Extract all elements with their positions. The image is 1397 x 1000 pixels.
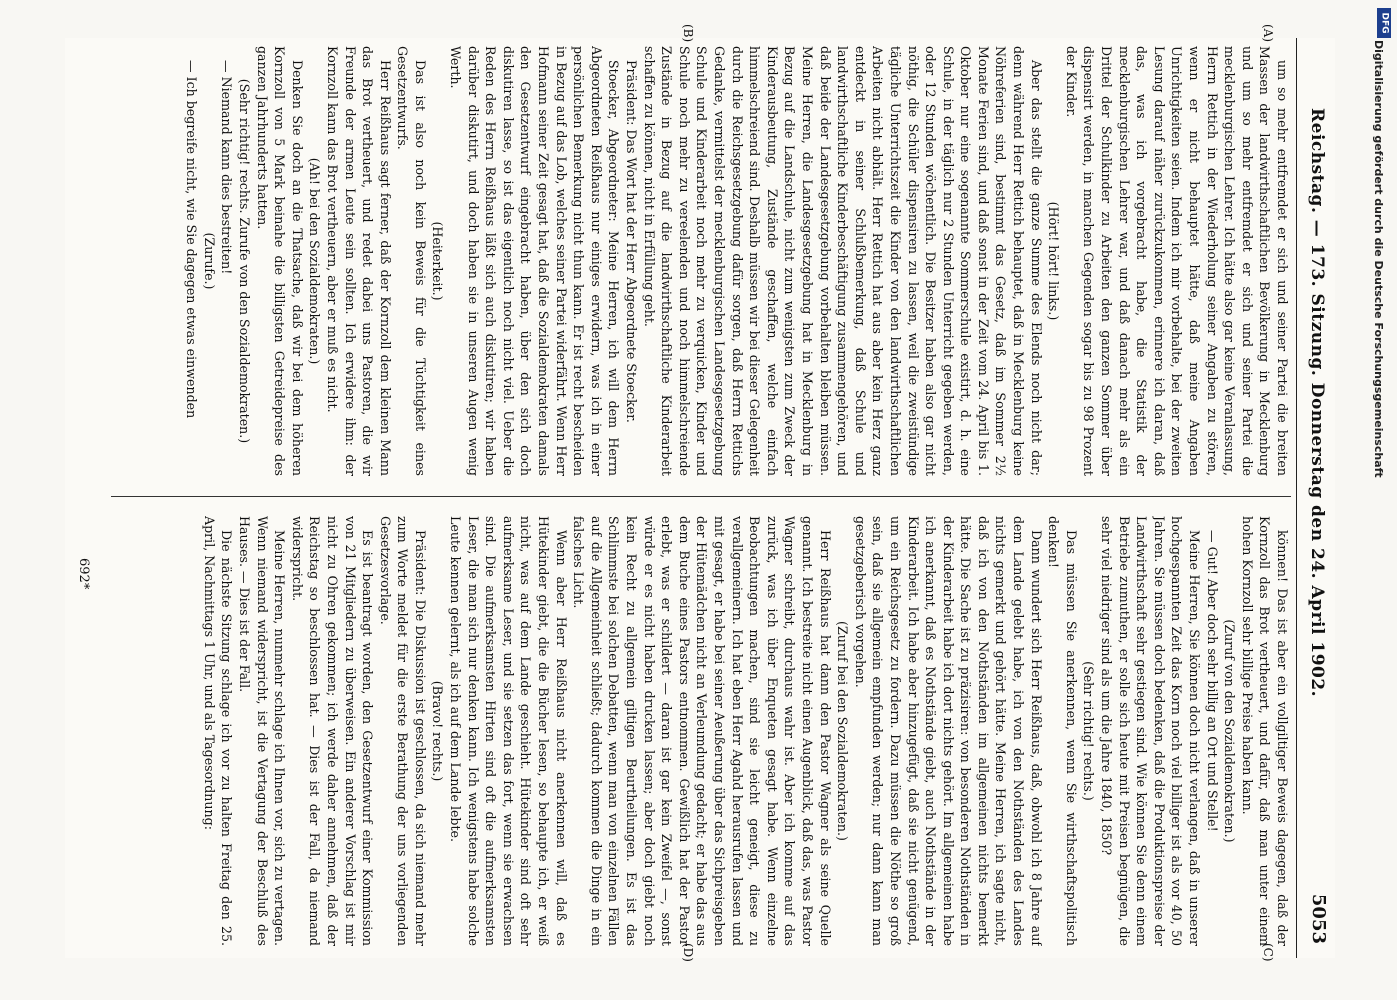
interjection: (Zurufe.) [201, 232, 217, 290]
paragraph: um so mehr entfremdet er sich und seiner Partei die breiten Massen der landwirthschaftlichen Bevölkerung in Mecklenburg und um so mehr entfremdet er sich und seiner Partei die mecklenburgischen Lehrer. Ich hätte also gar keine Veranlassung, Herrn Rettich in der Wiederholung seiner Angaben zu stören, wenn er nicht behauptet hätte, daß meine Angaben Unrichtigkeiten seien. Indem ich mir vorbehalte, bei der zweiten Lesung darauf näher zurückzukommen, erinnere ich daran, daß das, was ich vorgebracht habe, die Statistik der mecklenburgischen Lehrer war, und daß danach mehr als ein Drittel der Schulkinder zu Arbeiten den ganzen Sommer über dispensirt werden, in manchen Gegenden sogar bis zu 98 Prozent der Kinder. [1063, 46, 1290, 476]
paragraph: Meine Herren, nunmehr schlage ich Ihnen vor, sich zu vertagen. Wenn niemand widerspricht, ist die Vertagung der Beschluß des Hauses. — Dies ist der Fall. [236, 516, 288, 946]
margin-letter-b: (B) [681, 24, 695, 43]
interjection: (Ah! bei den Sozialdemokraten.) [307, 157, 323, 365]
paragraph: Stoecker, Abgeordneter: Meine Herren, ich will dem Herrn Abgeordneten Reißhaus nur einiges erwidern, was ich in einer persönlichen Bemerkung nicht thun kann. Er ist recht bescheiden in Bezug auf das Lob, welches seiner Partei widerfährt. Wenn Herr Hofmann seiner Zeit gesagt hat, daß die Sozialdemokraten damals den Gesetzentwurf eingebracht haben, über den sich doch diskutiren lasse, so ist das eigentlich noch nicht viel. Ueber die Reden des Herrn Reißhaus läßt sich auch diskutiren; wir haben darüber diskutirt, und doch haben sie in unseren Augen wenig Werth. [448, 46, 622, 476]
interjection: (Heiterkeit.) [430, 221, 446, 301]
paragraph: Aber das stellt die ganze Summe des Elends noch nicht dar; denn während Herr Rettich behauptet, daß in Mecklenburg keine Nöhreferien sind, bestimmt das Gesetz, daß im Sommer 2½ Monate Ferien sind, und daß sonst in der Zeit vom 24. April bis 1. Oktober nur eine sogenannte Sommerschule existirt, d. h. eine Schule, in der täglich nur 2 Stunden Unterricht gegeben werden, oder 12 Stunden wöchentlich. Die Besitzer haben also gar nicht nöthig, die Schüler dispensiren zu lassen, weil die zweistündige tägliche Unterrichtszeit die Kinder von den landwirthschaftlichen Arbeiten nicht abhält. Herr Rettich hat aus aber kein Herz ganz entdeckt in seiner Schlußbemerkung, daß Schule und landwirthschaftliche Kinderbeschäftigung zusammengehören, und daß beide der Landesgesetzgebung vorbehalten bleiben müssen. Meine Herren, die Landesgesetzgebung hat in Mecklenburg in Bezug auf die Landschule, nicht zum wenigsten zum Zweck der Kinderausbeutung, Zustände geschaffen, welche einfach himmelschreiend sind. Deshalb müssen wir bei dieser Gelegenheit durch die Reichsgesetzgebung dafür sorgen, daß Herrn Rettichs Gedanke, vermittelst der mecklenburgischen Landesgesetzgebung Schule und Kinderarbeit noch mehr zu verquicken, Kinder und Schule noch mehr zu vereelenden und noch himmelschreiende Zustände in Bezug auf die landwirthschaftliche Kinderarbeit schaffen zu können, nicht in Erfüllung geht. [641, 46, 1044, 476]
paragraph: — Niemand kann dies bestreiten! [219, 60, 235, 275]
paragraph: können! Das ist aber ein vollgiltiger Beweis dagegen, daß der Kornzoll das Brot vertheuert, und dafür, daß man unter einem hohen Kornzoll sehr billige Preise haben kann. [1239, 516, 1290, 946]
credit-text: Digitalisierung gefördert durch die Deutsche Forschungsgemeinschaft [1372, 40, 1385, 478]
dfg-logo-text: DFG [1379, 12, 1390, 34]
column-rule [111, 496, 1291, 497]
paragraph: — Ich begreife nicht, wie Sie dagegen etwas einwenden [184, 60, 200, 419]
paragraph: Präsident: Das Wort hat der Herr Abgeordnete Stoecker. [624, 60, 640, 423]
margin-letter-d: (D) [681, 943, 695, 962]
header-title: Reichstag. — 173. Sitzung. Donnerstag den 24. April 1902. [1307, 108, 1327, 698]
interjection: (Zuruf von den Sozialdemokraten.) [1222, 619, 1238, 843]
interjection: (Hört! hört! links.) [1046, 201, 1062, 321]
text-column-left [91, 46, 1291, 476]
digitization-credit [1365, 0, 1391, 1000]
page-header [1295, 38, 1335, 958]
page-number: 5053 [1308, 893, 1329, 944]
paragraph: Herr Reißhaus hat dann den Pastor Wagner als seine Quelle genannt. Ich bestreite nicht einen Augenblick, daß das, was Pastor Wagner schreibt, durchaus wahr ist. Aber ich komme auf das zurück, was ich über Enqueten gesagt habe. Wenn einzelne Beobachtungen machen, sind sie leicht geneigt, diese zu verallgemeinern. Ich hat eben Herr Agahd herausrufen lassen und mit gesagt, er habe bei seiner Aeußerung über das Sichpreisgeben der Hütemädchen nicht an Verleumdung gedacht; er habe das aus dem Buche eines Pastors entnommen. Gewißlich hat der Pastor erlebt, was er schildert — daran ist gar kein Zweifel —, sonst würde er es nicht haben drucken lassen; aber doch giebt noch kein Recht zu allgemein giltigen Beurtheilungen. Es ist das Schlimmste bei solchen Debatten, wenn man von einzelnen Fällen auf die Allgemeinheit schließt; dadurch kommen die Dinge in ein falsches Licht. [571, 516, 833, 946]
interjection: (Bravo! rechts.) [430, 680, 446, 782]
rotated-newspaper-sheet [65, 24, 1335, 962]
interjection: (Sehr richtig! rechts. Zurufe von den Sozialdemokraten.) [236, 78, 252, 444]
paragraph: Wenn aber Herr Reißhaus nicht anerkennen will, daß es Hütekinder giebt, die die Bücher lesen, so behaupte ich, er weiß nicht, was auf dem Lande geschieht. Hütekinder sind oft sehr aufmerksame Leser, und sie setzen das fort, wenn sie erwachsen sind. Die aufmerksamsten Hirten sind oft die aufmerksamsten Leser, die man sich nur denken kann. Ich wenigstens habe solche Leute kennen gelernt, als ich auf dem Lande lebte. [448, 516, 569, 946]
interjection: (Sehr richtig! rechts.) [1081, 661, 1097, 801]
paragraph: Herr Reißhaus sagt ferner, daß der Kornzoll dem kleinen Mann das Brot vertheuert, und redet dabei uns Pastoren, die wir Freunde der armen Leute sein sollten. Ich erwidere ihm: der Kornzoll kann das Brot vertheuern, aber er muß es nicht. [324, 46, 393, 476]
paragraph: Es ist beantragt worden, den Gesetzentwurf einer Kommission von 21 Mitgliedern zu überweisen. Ein anderer Vorschlag ist mir nicht zu Ohren gekommen; ich werde daher annehmen, daß der Reichstag so beschlossen hat. — Dies ist der Fall, da niemand widerspricht. [289, 516, 376, 946]
paragraph: Denken Sie doch an die Thatsache, daß wir bei dem höheren Kornzoll von 5 Mark beinahe die billigsten Getreidepreise des ganzen Jahrhunderts hatten. [254, 46, 305, 476]
interjection: (Zuruf bei den Sozialdemokraten.) [835, 621, 851, 841]
paragraph: Die nächste Sitzung schlage ich vor zu halten Freitag den 25. April, Nachmittags 1 Uhr, und als Tagesordnung: [201, 516, 235, 946]
paragraph: Das ist also noch kein Beweis für die Tüchtigkeit eines Gesetzentwurfs. [395, 46, 428, 476]
margin-letter-a: (A) [1261, 24, 1275, 43]
paragraph: Dann wundert sich Herr Reißhaus, daß, obwohl ich 8 Jahre auf dem Lande gelebt habe, ich von den Nothständen des Landes nichts gemerkt und gehört hätte. Meine Herren, ich sagte nicht, daß ich von den Nothständen im allgemeinen nichts bemerkt hätte. Die Sache ist zu präzisiren: von besonderen Nothständen in der Kinderarbeit habe ich dort nichts gehört. Im allgemeinen habe ich anerkannt, daß es Nothstände giebt, auch Nothstände in der Kinderarbeit. Ich habe aber hinzugefügt, daß sie nicht genügend, um ein Reichsgesetz zu fordern. Dazu müssen die Nöthe so groß sein, daß sie allgemein empfunden werden; nur dann kann man gesetzgeberisch vorgehen. [852, 516, 1044, 946]
signature-mark: 692* [76, 558, 91, 590]
text-column-right [91, 516, 1291, 946]
header-rule [1296, 38, 1297, 958]
paragraph: Meine Herren, Sie können doch nicht verlangen, daß in unserer hochgespannten Zeit das Korn noch viel billiger ist als vor 40, 50 Jahren. Sie müssen doch bedenken, daß die Produktionspreise der Landwirthschaft sehr gestiegen sind. Wie können Sie denn einem Betriebe zumuthen, er solle sich heute mit Preisen begnügen, die sehr viel niedriger sind als um die Jahre 1840, 1850? [1099, 516, 1203, 946]
paragraph: Präsident: Die Diskussion ist geschlossen, da sich niemand mehr zum Worte meldet für die erste Berathung der uns vorliegenden Gesetzesvorlage. [377, 516, 428, 946]
margin-letter-c: (C) [1261, 943, 1275, 962]
paragraph: Das müssen Sie anerkennen, wenn Sie wirthschaftspolitisch denken! [1046, 516, 1079, 946]
paragraph: — Gut! Aber doch sehr billig an Ort und Stelle! [1204, 530, 1220, 832]
